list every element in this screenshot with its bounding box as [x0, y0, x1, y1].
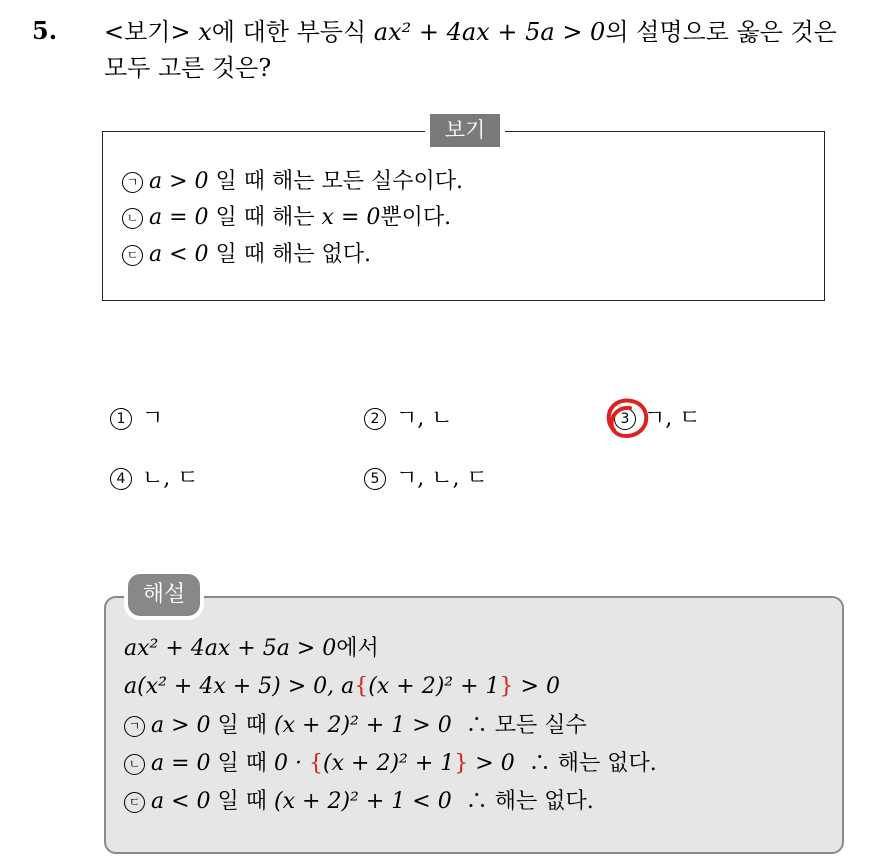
haeseol-text: 일 때 — [217, 713, 268, 738]
choice-number-icon: 1 — [110, 408, 132, 430]
question-number: 5. — [32, 16, 58, 45]
choice-label: ㄱ, ㄷ — [644, 406, 701, 431]
bogi-item — [122, 203, 451, 233]
haeseol-math: > 0 — [475, 751, 515, 776]
question-suffix: 의 설명으로 옳은 것은 — [605, 18, 837, 46]
circled-digeut-icon: ㄷ — [124, 792, 145, 813]
brace-open: { — [309, 751, 324, 776]
bogi-item-math: a = 0 — [149, 205, 209, 230]
circled-nieun-icon: ㄴ — [122, 208, 143, 229]
question-mid: 에 대한 부등식 — [211, 18, 367, 46]
haeseol-math: a < 0 — [151, 789, 211, 814]
brace-close: } — [454, 751, 469, 776]
haeseol-result: ∴ 모든 실수 — [465, 713, 587, 738]
haeseol-math: a = 0 — [151, 751, 211, 776]
haeseol-line-5 — [124, 787, 594, 817]
choice-5[interactable] — [364, 464, 488, 494]
choice-number-icon: 4 — [110, 468, 132, 490]
bogi-reference: <보기> — [104, 18, 191, 46]
haeseol-math: ax² + 4ax + 5a > 0 — [124, 636, 337, 661]
question-line-2: 모두 고른 것은? — [104, 54, 272, 82]
choice-label: ㄱ — [142, 406, 164, 431]
choice-4[interactable] — [110, 464, 199, 494]
bogi-item-text: 일 때 해는 모든 실수이다. — [215, 169, 464, 194]
haeseol-math: a(x² + 4x + 5) > 0, a — [124, 674, 355, 699]
haeseol-line-1 — [124, 634, 379, 664]
haeseol-result: ∴ 해는 없다. — [465, 789, 594, 814]
bogi-item-text-2: 뿐이다. — [380, 205, 452, 230]
bogi-item-text: 일 때 해는 — [215, 205, 315, 230]
haeseol-math: (x + 2)² + 1 — [368, 674, 500, 699]
haeseol-text: 일 때 — [217, 751, 268, 776]
question-text — [104, 14, 874, 86]
choice-number-icon: 3 — [614, 408, 636, 430]
choice-1[interactable] — [110, 404, 163, 434]
bogi-item-text: 일 때 해는 없다. — [215, 242, 372, 267]
haeseol-line-2 — [124, 672, 560, 702]
choice-2[interactable] — [364, 404, 453, 434]
brace-open: { — [354, 674, 369, 699]
haeseol-title: 해설 — [128, 574, 200, 616]
haeseol-math: a > 0 — [151, 713, 211, 738]
choice-number-icon: 5 — [364, 468, 386, 490]
inequality: ax² + 4ax + 5a > 0 — [373, 18, 606, 46]
variable-x: x — [198, 18, 212, 46]
haeseol-math: (x + 2)² + 1 — [323, 751, 455, 776]
haeseol-math: 0 · — [274, 751, 303, 776]
bogi-item-math: a > 0 — [149, 169, 209, 194]
bogi-item-math: a < 0 — [149, 242, 209, 267]
choice-label: ㄱ, ㄴ — [396, 406, 453, 431]
circled-giyeok-icon: ㄱ — [122, 172, 143, 193]
answer-circle-mark-icon — [604, 397, 650, 439]
choice-label: ㄱ, ㄴ, ㄷ — [396, 466, 488, 491]
circled-giyeok-icon: ㄱ — [124, 716, 145, 737]
bogi-item — [122, 167, 463, 197]
haeseol-line-4 — [124, 749, 657, 779]
choice-label: ㄴ, ㄷ — [142, 466, 199, 491]
haeseol-text: 일 때 — [217, 789, 268, 814]
haeseol-math: (x + 2)² + 1 > 0 — [274, 713, 452, 738]
circled-digeut-icon: ㄷ — [122, 245, 143, 266]
haeseol-result: ∴ 해는 없다. — [528, 751, 657, 776]
haeseol-text: 에서 — [336, 636, 379, 661]
brace-close: } — [499, 674, 514, 699]
circled-nieun-icon: ㄴ — [124, 754, 145, 775]
haeseol-math: (x + 2)² + 1 < 0 — [274, 789, 452, 814]
bogi-item-math-2: x = 0 — [321, 205, 381, 230]
haeseol-math: > 0 — [520, 674, 560, 699]
bogi-item — [122, 240, 371, 270]
haeseol-line-3 — [124, 711, 587, 741]
bogi-title: 보기 — [430, 114, 500, 147]
choice-number-icon: 2 — [364, 408, 386, 430]
question-line-1 — [104, 14, 874, 50]
